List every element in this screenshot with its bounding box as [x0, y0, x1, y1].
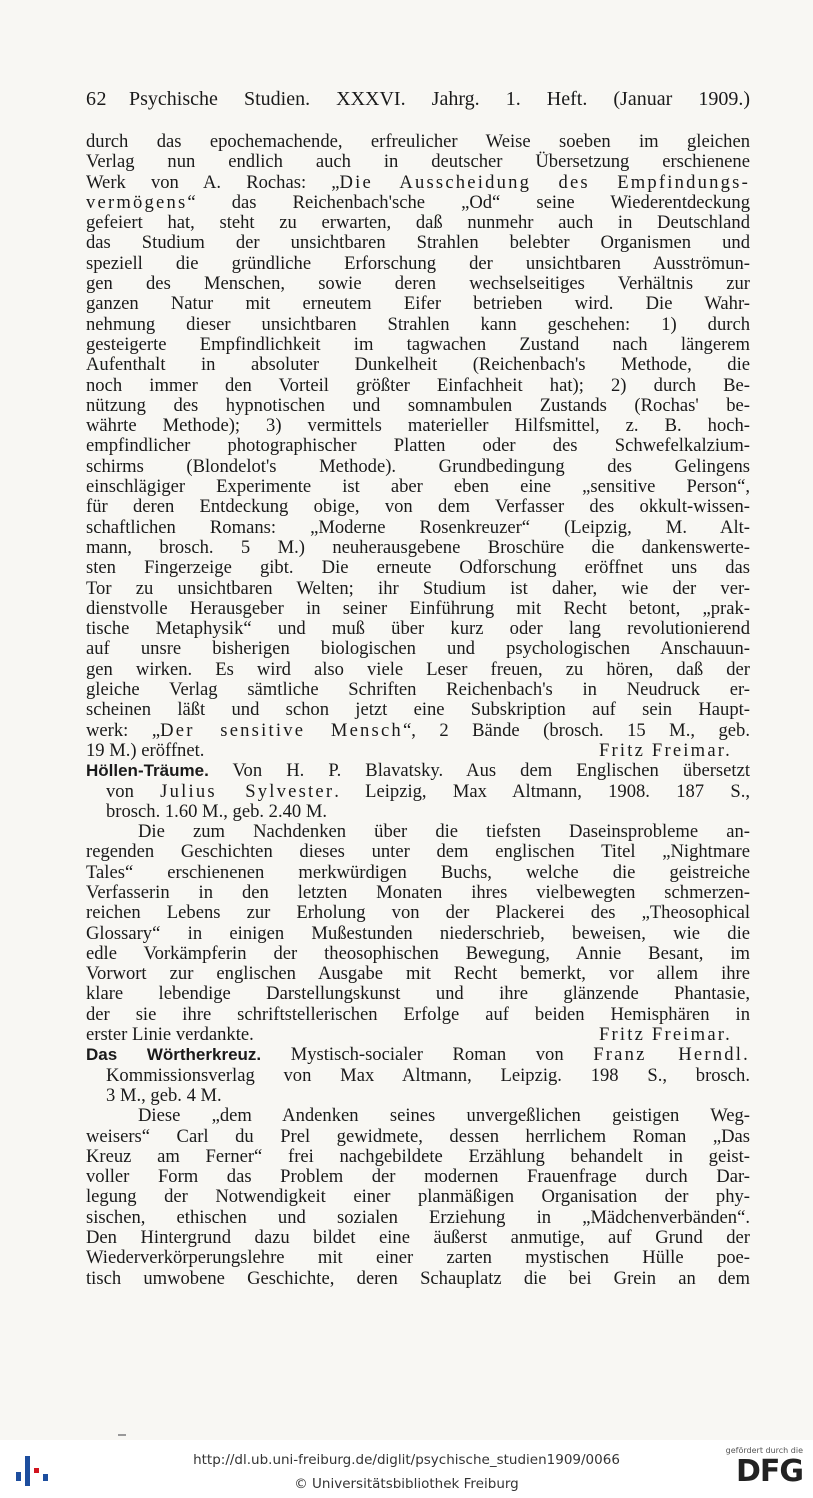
text-line: [86, 741, 750, 761]
text-line: nützung des hypnotischen und somnambulen Zustands (Rochas' be-: [86, 394, 750, 416]
text-line: Kreuz am Ferner“ frei nachgebildete Erzählung behandelt in geist-: [86, 1145, 750, 1167]
text-line: ganzen Natur mit erneutem Eifer betrieben wird. Die Wahr-: [86, 293, 750, 315]
text-line: Wiederverkörperungslehre mit einer zarten mystischen Hülle poe-: [86, 1247, 750, 1269]
text-span: werk: „: [86, 719, 161, 741]
text-line: Kommissionsverlag von Max Altmann, Leipzig. 198 S., brosch.: [106, 1064, 750, 1086]
text-line: Die zum Nachdenken über die tiefsten Daseinsprobleme an-: [138, 821, 750, 843]
text-line: [86, 193, 750, 213]
spaced-name: Franz Herndl.: [593, 1044, 750, 1066]
text-line: weisers“ Carl du Prel gewidmete, dessen herrlichem Roman „Das: [86, 1125, 750, 1147]
text-line: Tor zu unsichtbaren Welten; ihr Studium ist daher, wie der ver-: [86, 577, 750, 599]
text-line: Aufenthalt in absoluter Dunkelheit (Reichenbach's Methode, die: [86, 354, 750, 376]
text-line: [86, 1025, 750, 1045]
text-line: 3 M., geb. 4 M.: [106, 1084, 222, 1106]
text-line: noch immer den Vorteil größter Einfachheit hat); 2) durch Be-: [86, 374, 750, 396]
text-span: Von H. P. Blavatsky. Aus dem Englischen übersetzt: [208, 760, 750, 782]
text-line: durch das epochemachende, erfreulicher Weise soeben im gleichen: [86, 131, 750, 152]
text-line: Verlag nun endlich auch in deutscher Übersetzung erschienene: [86, 151, 750, 173]
text-line: legung der Notwendigkeit einer planmäßigen Organisation der phy-: [86, 1186, 750, 1208]
text-line: Diese „dem Andenken seines unvergeßlichen geistigen Weg-: [138, 1105, 750, 1127]
text-line: [86, 782, 750, 802]
page-body: [86, 132, 750, 1289]
text-span: . Leipzig, Max Altmann, 1908. 187 S.,: [334, 780, 750, 802]
text-line: [86, 173, 750, 193]
text-line: schaftlichen Romans: „Moderne Rosenkreuzer“ (Leipzig, M. Alt-: [86, 516, 750, 538]
text-line: der sie ihre schriftstellerischen Erfolge auf beiden Hemisphären in: [86, 1003, 750, 1025]
text-line: Den Hintergrund dazu bildet eine äußerst anmutige, auf Grund der: [86, 1227, 750, 1249]
text-line: währte Methode); 3) vermittels materieller Hilfsmittel, z. B. hoch-: [86, 415, 750, 437]
review-heading: Höllen-Träume.: [86, 761, 209, 781]
text-line: für deren Entdeckung obige, von dem Verfasser des okkult-wissen-: [86, 496, 750, 518]
scan-mark: [118, 1434, 126, 1436]
source-url-link[interactable]: http://dl.ub.uni-freiburg.de/diglit/psychische_studien1909/0066: [193, 1452, 620, 1468]
text-line: Tales“ erschienenen merkwürdigen Buchs, welche die geistreiche: [86, 861, 750, 883]
spaced-name: Julius Sylvester: [160, 780, 335, 802]
text-line: brosch. 1.60 M., geb. 2.40 M.: [106, 800, 328, 822]
text-line: das Studium der unsichtbaren Strahlen belebter Organismen und: [86, 232, 750, 254]
text-line: regenden Geschichten dieses unter dem englischen Titel „Nightmare: [86, 841, 750, 863]
text-line: Glossary“ in einigen Mußestunden niederschrieb, beweisen, wie die: [86, 922, 750, 944]
review-heading: Das Wörtherkreuz.: [86, 1045, 262, 1065]
text-line: sischen, ethischen und sozialen Erziehung in „Mädchenverbänden“.: [86, 1206, 750, 1228]
text-line: voller Form das Problem der modernen Frauenfrage durch Dar-: [86, 1166, 750, 1188]
running-header: [86, 88, 750, 111]
review-heading-line: [86, 761, 750, 781]
reviewer-signature: Fritz Freimar.: [598, 1024, 732, 1046]
text-line: [86, 721, 750, 741]
running-title: Psychische Studien. XXXVI. Jahrg. 1. Heft. (Januar 1909.): [129, 88, 750, 110]
text-line: gen wirken. Es wird also viele Leser freuen, zu hören, daß der: [86, 658, 750, 680]
text-line: gleiche Verlag sämtliche Schriften Reichenbach's in Neudruck er-: [86, 679, 750, 701]
text-line: schirms (Blondelot's Methode). Grundbedingung des Gelingens: [86, 455, 750, 477]
text-line: dienstvolle Herausgeber in seiner Einführung mit Recht betont, „prak-: [86, 597, 750, 619]
spaced-title: Die Ausscheidung des Empfindungs-: [339, 171, 750, 193]
viewer-footer: [0, 1440, 813, 1498]
review-heading-line: [86, 1045, 750, 1065]
text-line: speziell die gründliche Erforschung der unsichtbaren Ausströmun-: [86, 252, 750, 274]
text-line: Verfasserin in den letzten Monaten ihres vielbewegten schmerzen-: [86, 881, 750, 903]
text-line: gesteigerte Empfindlichkeit im tagwachen Zustand nach längerem: [86, 333, 750, 355]
text-span: “, 2 Bände (brosch. 15 M., geb.: [402, 719, 751, 741]
spaced-title: vermögens: [86, 191, 188, 213]
dfg-logo: [717, 1446, 803, 1494]
text-line: reichen Lebens zur Erholung von der Plackerei des „Theosophical: [86, 902, 750, 924]
text-line: Vorwort zur englischen Ausgabe mit Recht bemerkt, vor allem ihre: [86, 963, 750, 985]
text-line: mann, brosch. 5 M.) neuherausgebene Broschüre die dankenswerte-: [86, 536, 750, 558]
text-line: klare lebendige Darstellungskunst und ihre glänzende Phantasie,: [86, 983, 750, 1005]
text-line: sten Fingerzeige gibt. Die erneute Odforschung eröffnet uns das: [86, 557, 750, 579]
text-line: nehmung dieser unsichtbaren Strahlen kann geschehen: 1) durch: [86, 313, 750, 335]
text-line: gefeiert hat, steht zu erwarten, daß nunmehr auch in Deutschland: [86, 212, 750, 234]
spaced-title: Der sensitive Mensch: [160, 719, 403, 741]
text-line: empfindlicher photographischer Platten oder des Schwefelkalzium-: [86, 435, 750, 457]
text-span: Werk von A. Rochas: „: [86, 171, 340, 193]
text-line: auf unsre bisherigen biologischen und psychologischen Anschauun-: [86, 638, 750, 660]
funding-note: gefördert durch die: [725, 1446, 803, 1455]
text-line: edle Vorkämpferin der theosophischen Bewegung, Annie Besant, im: [86, 942, 750, 964]
text-line: gen des Menschen, sowie deren wechselseitiges Verhältnis zur: [86, 273, 750, 295]
text-line: tische Metaphysik“ und muß über kurz oder lang revolutionierend: [86, 618, 750, 640]
text-line: einschlägiger Experimente ist aber eben eine „sensitive Person“,: [86, 476, 750, 498]
text-line: scheinen läßt und schon jetzt eine Subskription auf sein Haupt-: [86, 699, 750, 721]
text-line: tisch umwobene Geschichte, deren Schauplatz die bei Grein an dem: [86, 1267, 750, 1289]
copyright-notice: © Universitätsbibliothek Freiburg: [294, 1476, 519, 1492]
reviewer-signature: Fritz Freimar.: [598, 739, 732, 761]
dfg-wordmark: DFG: [735, 1454, 803, 1489]
text-span: 19 M.) eröffnet.: [86, 739, 205, 761]
text-span: Mystisch-socialer Roman von: [261, 1044, 594, 1066]
text-span: erster Linie verdankte.: [86, 1024, 254, 1046]
text-span: “ das Reichenbach'sche „Od“ seine Wiederentdeckung: [187, 191, 750, 213]
page-number: 62: [86, 88, 107, 110]
text-span: von: [106, 780, 161, 802]
